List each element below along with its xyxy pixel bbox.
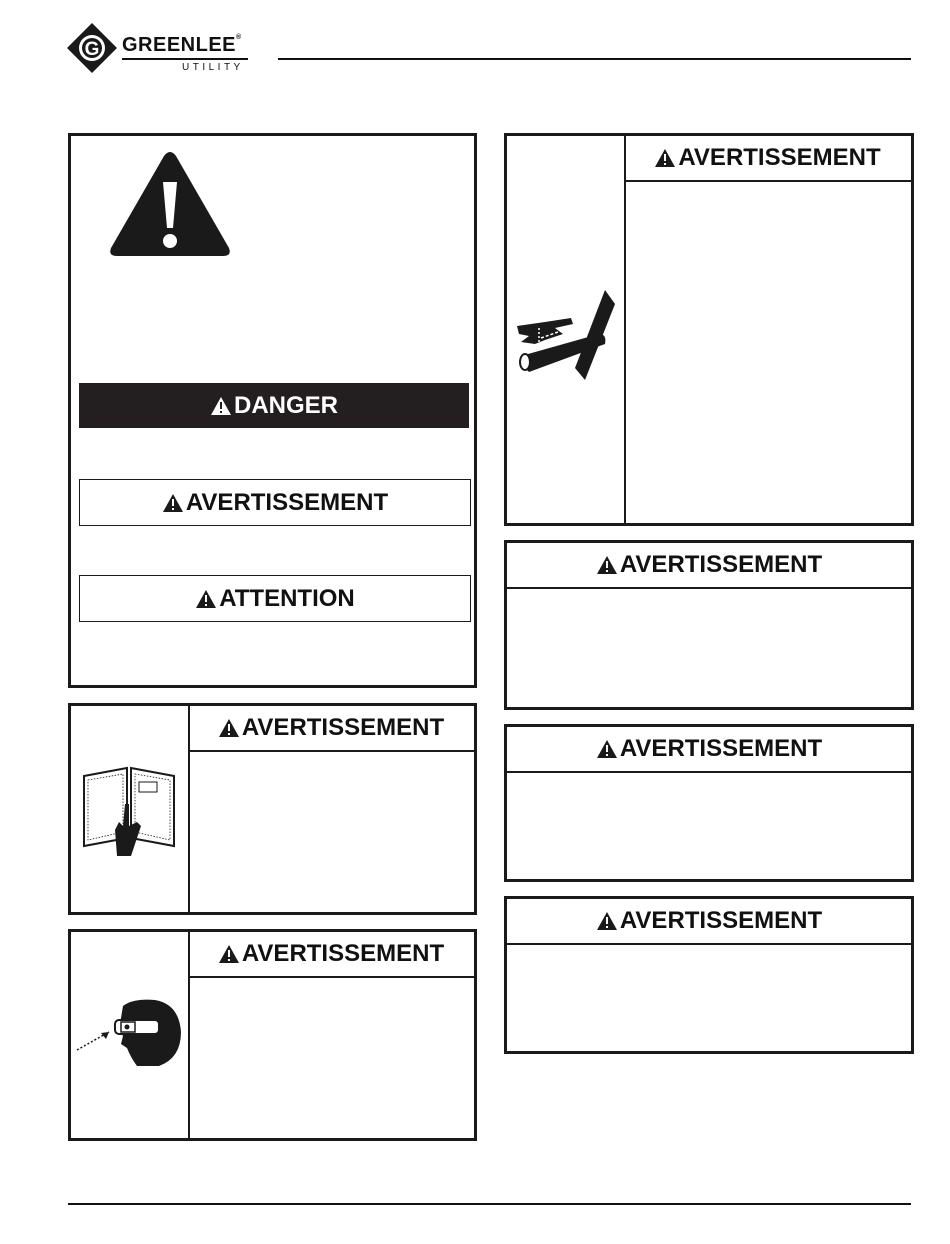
header-rule bbox=[278, 58, 911, 60]
safety-alert-panel bbox=[68, 133, 477, 688]
read-manual-warning-box bbox=[68, 703, 477, 915]
warning-header bbox=[507, 727, 911, 773]
alert-triangle-icon bbox=[654, 148, 676, 168]
warning-header bbox=[507, 543, 911, 589]
warning-label: AVERTISSEMENT bbox=[241, 714, 445, 741]
alert-triangle-icon bbox=[596, 911, 618, 931]
alert-triangle-icon bbox=[162, 493, 184, 513]
warning-header bbox=[507, 899, 911, 945]
icon-column bbox=[71, 932, 190, 1138]
warning-label: AVERTISSEMENT bbox=[619, 907, 823, 934]
warning-label: AVERTISSEMENT bbox=[241, 940, 445, 967]
warning-label: AVERTISSEMENT bbox=[185, 488, 389, 516]
warning-label: AVERTISSEMENT bbox=[678, 144, 881, 171]
caution-banner bbox=[79, 575, 471, 622]
icon-column bbox=[507, 136, 626, 523]
brand-name: GREENLEE® bbox=[122, 34, 242, 56]
warning-header bbox=[188, 706, 474, 752]
warning-header bbox=[624, 136, 911, 182]
icon-column bbox=[71, 706, 190, 912]
danger-banner bbox=[79, 383, 469, 428]
eye-protection-warning-box bbox=[68, 929, 477, 1141]
warning-box-1 bbox=[504, 540, 914, 710]
alert-triangle-icon bbox=[596, 739, 618, 759]
alert-triangle-icon bbox=[218, 944, 240, 964]
fluid-injection-warning-box bbox=[504, 133, 914, 526]
alert-triangle-icon bbox=[596, 555, 618, 575]
alert-triangle-icon bbox=[210, 396, 232, 416]
greenlee-logo bbox=[66, 22, 256, 74]
logo-diamond-icon bbox=[66, 22, 118, 74]
danger-label: DANGER bbox=[233, 391, 338, 419]
alert-triangle-icon bbox=[218, 718, 240, 738]
brand-subtitle: UTILITY bbox=[182, 62, 244, 73]
logo-letter: G bbox=[84, 39, 100, 60]
caution-label: ATTENTION bbox=[219, 584, 355, 612]
warning-triangle-icon bbox=[108, 150, 232, 258]
fluid-injection-icon bbox=[515, 282, 615, 382]
warning-banner bbox=[79, 479, 471, 526]
footer-rule bbox=[68, 1203, 911, 1205]
warning-box-2 bbox=[504, 724, 914, 882]
warning-box-3 bbox=[504, 896, 914, 1054]
alert-triangle-icon bbox=[195, 589, 217, 609]
read-manual-icon bbox=[79, 766, 179, 856]
warning-header bbox=[188, 932, 474, 978]
eye-protection-icon bbox=[75, 998, 185, 1068]
warning-label: AVERTISSEMENT bbox=[619, 735, 823, 762]
warning-label: AVERTISSEMENT bbox=[619, 551, 823, 578]
